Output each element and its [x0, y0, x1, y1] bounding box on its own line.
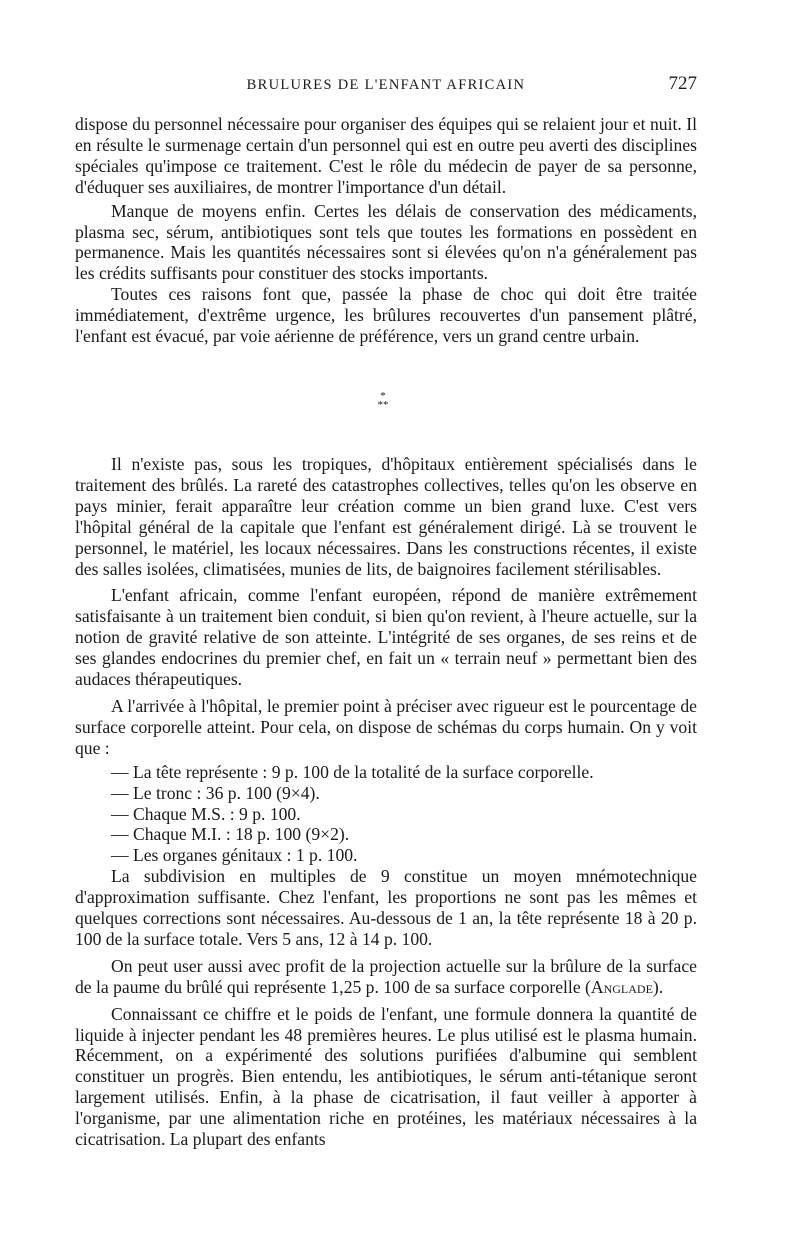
- paragraph: La subdivision en multiples de 9 constitue un moyen mnémotechnique d'approximation suffisante. Chez l'enfant, les proportions ne sont pas les mêmes et quelques corrections sont nécessaires. Au-dessous de 1 an, la tête représente 18 à 20 p. 100 de la surface totale. Vers 5 ans, 12 à 14 p. 100.: [75, 866, 697, 949]
- surface-list: [75, 762, 697, 867]
- list-item: — La tête représente : 9 p. 100 de la totalité de la surface corporelle.: [111, 761, 594, 782]
- paragraph: dispose du personnel nécessaire pour organiser des équipes qui se relaient jour et nuit. Il en résulte le surmenage certain d'un personnel qui est en outre peu averti des disciplines spéciales qu'impose ce traitement. C'est le rôle du médecin de payer de sa personne, d'éduquer ses auxiliaires, de montrer l'importance d'un détail.: [75, 114, 697, 197]
- paragraph-text: ).: [652, 976, 664, 997]
- section-top: [75, 114, 697, 347]
- list-item: — Chaque M.I. : 18 p. 100 (9×2).: [111, 824, 350, 845]
- paragraph: L'enfant africain, comme l'enfant européen, répond de manière extrêmement satisfaisante à un traitement bien conduit, si bien qu'on revient, à l'heure actuelle, sur la notion de gravité relative de son atteinte. L'intégrité de ses organes, de ses reins et de ses glandes endocrines du premier chef, en fait un « terrain neuf » permettant bien des audaces thérapeutiques.: [75, 585, 697, 690]
- paragraph: [75, 956, 697, 998]
- list-item: — Le tronc : 36 p. 100 (9×4).: [111, 782, 320, 803]
- paragraph: Il n'existe pas, sous les tropiques, d'hôpitaux entièrement spécialisés dans le traitement des brûlés. La rareté des catastrophes collectives, telles qu'on les observe en pays minier, ferait apparaître leur création comme un bien grand luxe. C'est vers l'hôpital général de la capitale que l'enfant est généralement dirigé. Là se trouvent le personnel, le matériel, les locaux nécessaires. Dans les constructions récentes, il existe des salles isolées, climatisées, munies de lits, de baignoires facilement stérilisables.: [75, 454, 697, 579]
- section-separator: [368, 392, 398, 418]
- paragraph: A l'arrivée à l'hôpital, le premier point à préciser avec rigueur est le pourcentage de surface corporelle atteint. Pour cela, on dispose de schémas du corps humain. On y voit que :: [75, 695, 697, 758]
- page-number: 727: [668, 73, 697, 94]
- running-title: BRULURES DE L'ENFANT AFRICAIN: [246, 77, 526, 93]
- running-header: [75, 74, 697, 96]
- paragraph-text: On peut user aussi avec profit de la projection actuelle sur la brûlure de la surface de la paume du brûlé qui représente 1,25 p. 100 de sa surface corporelle (: [75, 955, 697, 997]
- list-item: — Les organes génitaux : 1 p. 100.: [111, 845, 358, 866]
- author-name: Anglade: [590, 976, 653, 997]
- paragraph: Connaissant ce chiffre et le poids de l'enfant, une formule donnera la quantité de liquide à injecter pendant les 48 premières heures. Le plus utilisé est le plasma humain. Récemment, on a expérimenté des solutions purifiées d'albumine qui semblent constituer un progrès. Bien entendu, les antibiotiques, le sérum anti-tétanique seront largement utilisés. Enfin, à la phase de cicatrisation, il faut veiller à apporter à l'organisme, par une alimentation riche en protéines, les matériaux nécessaires à la cicatrisation. La plupart des enfants: [75, 1003, 697, 1150]
- paragraph: Toutes ces raisons font que, passée la phase de choc qui doit être traitée immédiatement, d'extrême urgence, les brûlures recouvertes d'un pansement plâtré, l'enfant est évacué, par voie aérienne de préférence, vers un grand centre urbain.: [75, 284, 697, 347]
- section-bottom: [75, 454, 697, 1150]
- paragraph: Manque de moyens enfin. Certes les délais de conservation des médicaments, plasma sec, sérum, antibiotiques sont tels que toutes les formations en possèdent en permanence. Mais les quantités nécessaires sont si élevées qu'on n'a généralement pas les crédits suffisants pour constituer des stocks importants.: [75, 200, 697, 284]
- separator-star: *: [380, 390, 386, 402]
- separator-stars: **: [377, 399, 389, 411]
- list-item: — Chaque M.S. : 9 p. 100.: [111, 803, 301, 824]
